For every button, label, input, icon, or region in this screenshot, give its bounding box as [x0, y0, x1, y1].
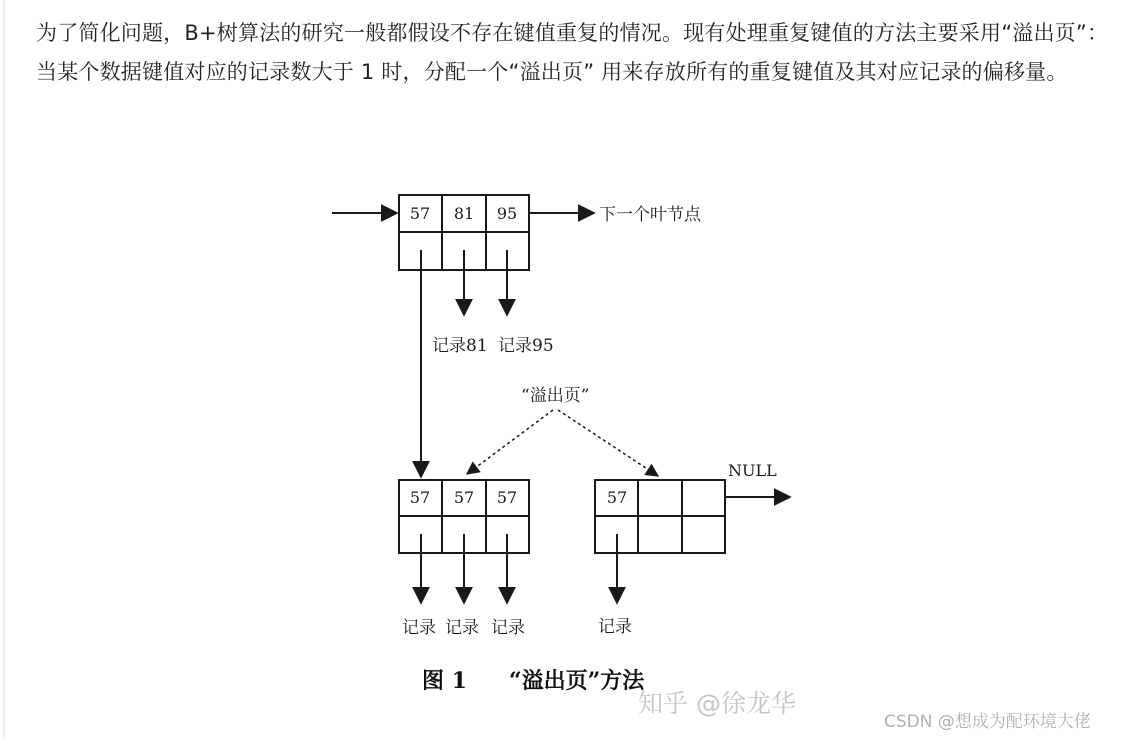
overflow-label: “溢出页”: [521, 386, 590, 406]
overflow-dotted-arrow-left: [467, 410, 553, 474]
next-leaf-label: 下一个叶节点: [599, 205, 701, 225]
record-label: 记录: [598, 617, 632, 637]
overflow-key: 57: [409, 488, 431, 507]
overflow-key: 57: [453, 488, 475, 507]
null-label: NULL: [728, 461, 777, 480]
overflow-key: 57: [496, 488, 518, 507]
leaf-key: 57: [409, 204, 431, 223]
record-95-label: 记录95: [498, 336, 554, 356]
caption-title: “溢出页”方法: [508, 668, 645, 694]
figure-caption: [422, 664, 644, 695]
leaf-key: 95: [496, 204, 518, 223]
record-label: 记录: [445, 618, 479, 638]
zhihu-watermark: 知乎 @徐龙华: [638, 689, 796, 718]
leaf-key: 81: [453, 204, 475, 223]
csdn-watermark: CSDN @想成为配环境大佬: [884, 712, 1091, 732]
record-label: 记录: [491, 618, 525, 638]
article-paragraph: 为了简化问题，B+树算法的研究一般都假设不存在键值重复的情况。现有处理重复键值的方法主要采用“溢出页”：当某个数据键值对应的记录数大于 1 时，分配一个“溢出页” 用来存放所有的重复键值及其对应记录的偏移量。: [36, 21, 1109, 84]
record-label: 记录: [402, 618, 436, 638]
overflow-dotted-arrow-right: [558, 410, 658, 476]
overflow-key: 57: [606, 488, 628, 507]
record-81-label: 记录81: [432, 336, 488, 356]
caption-number: 图 1: [422, 668, 467, 694]
